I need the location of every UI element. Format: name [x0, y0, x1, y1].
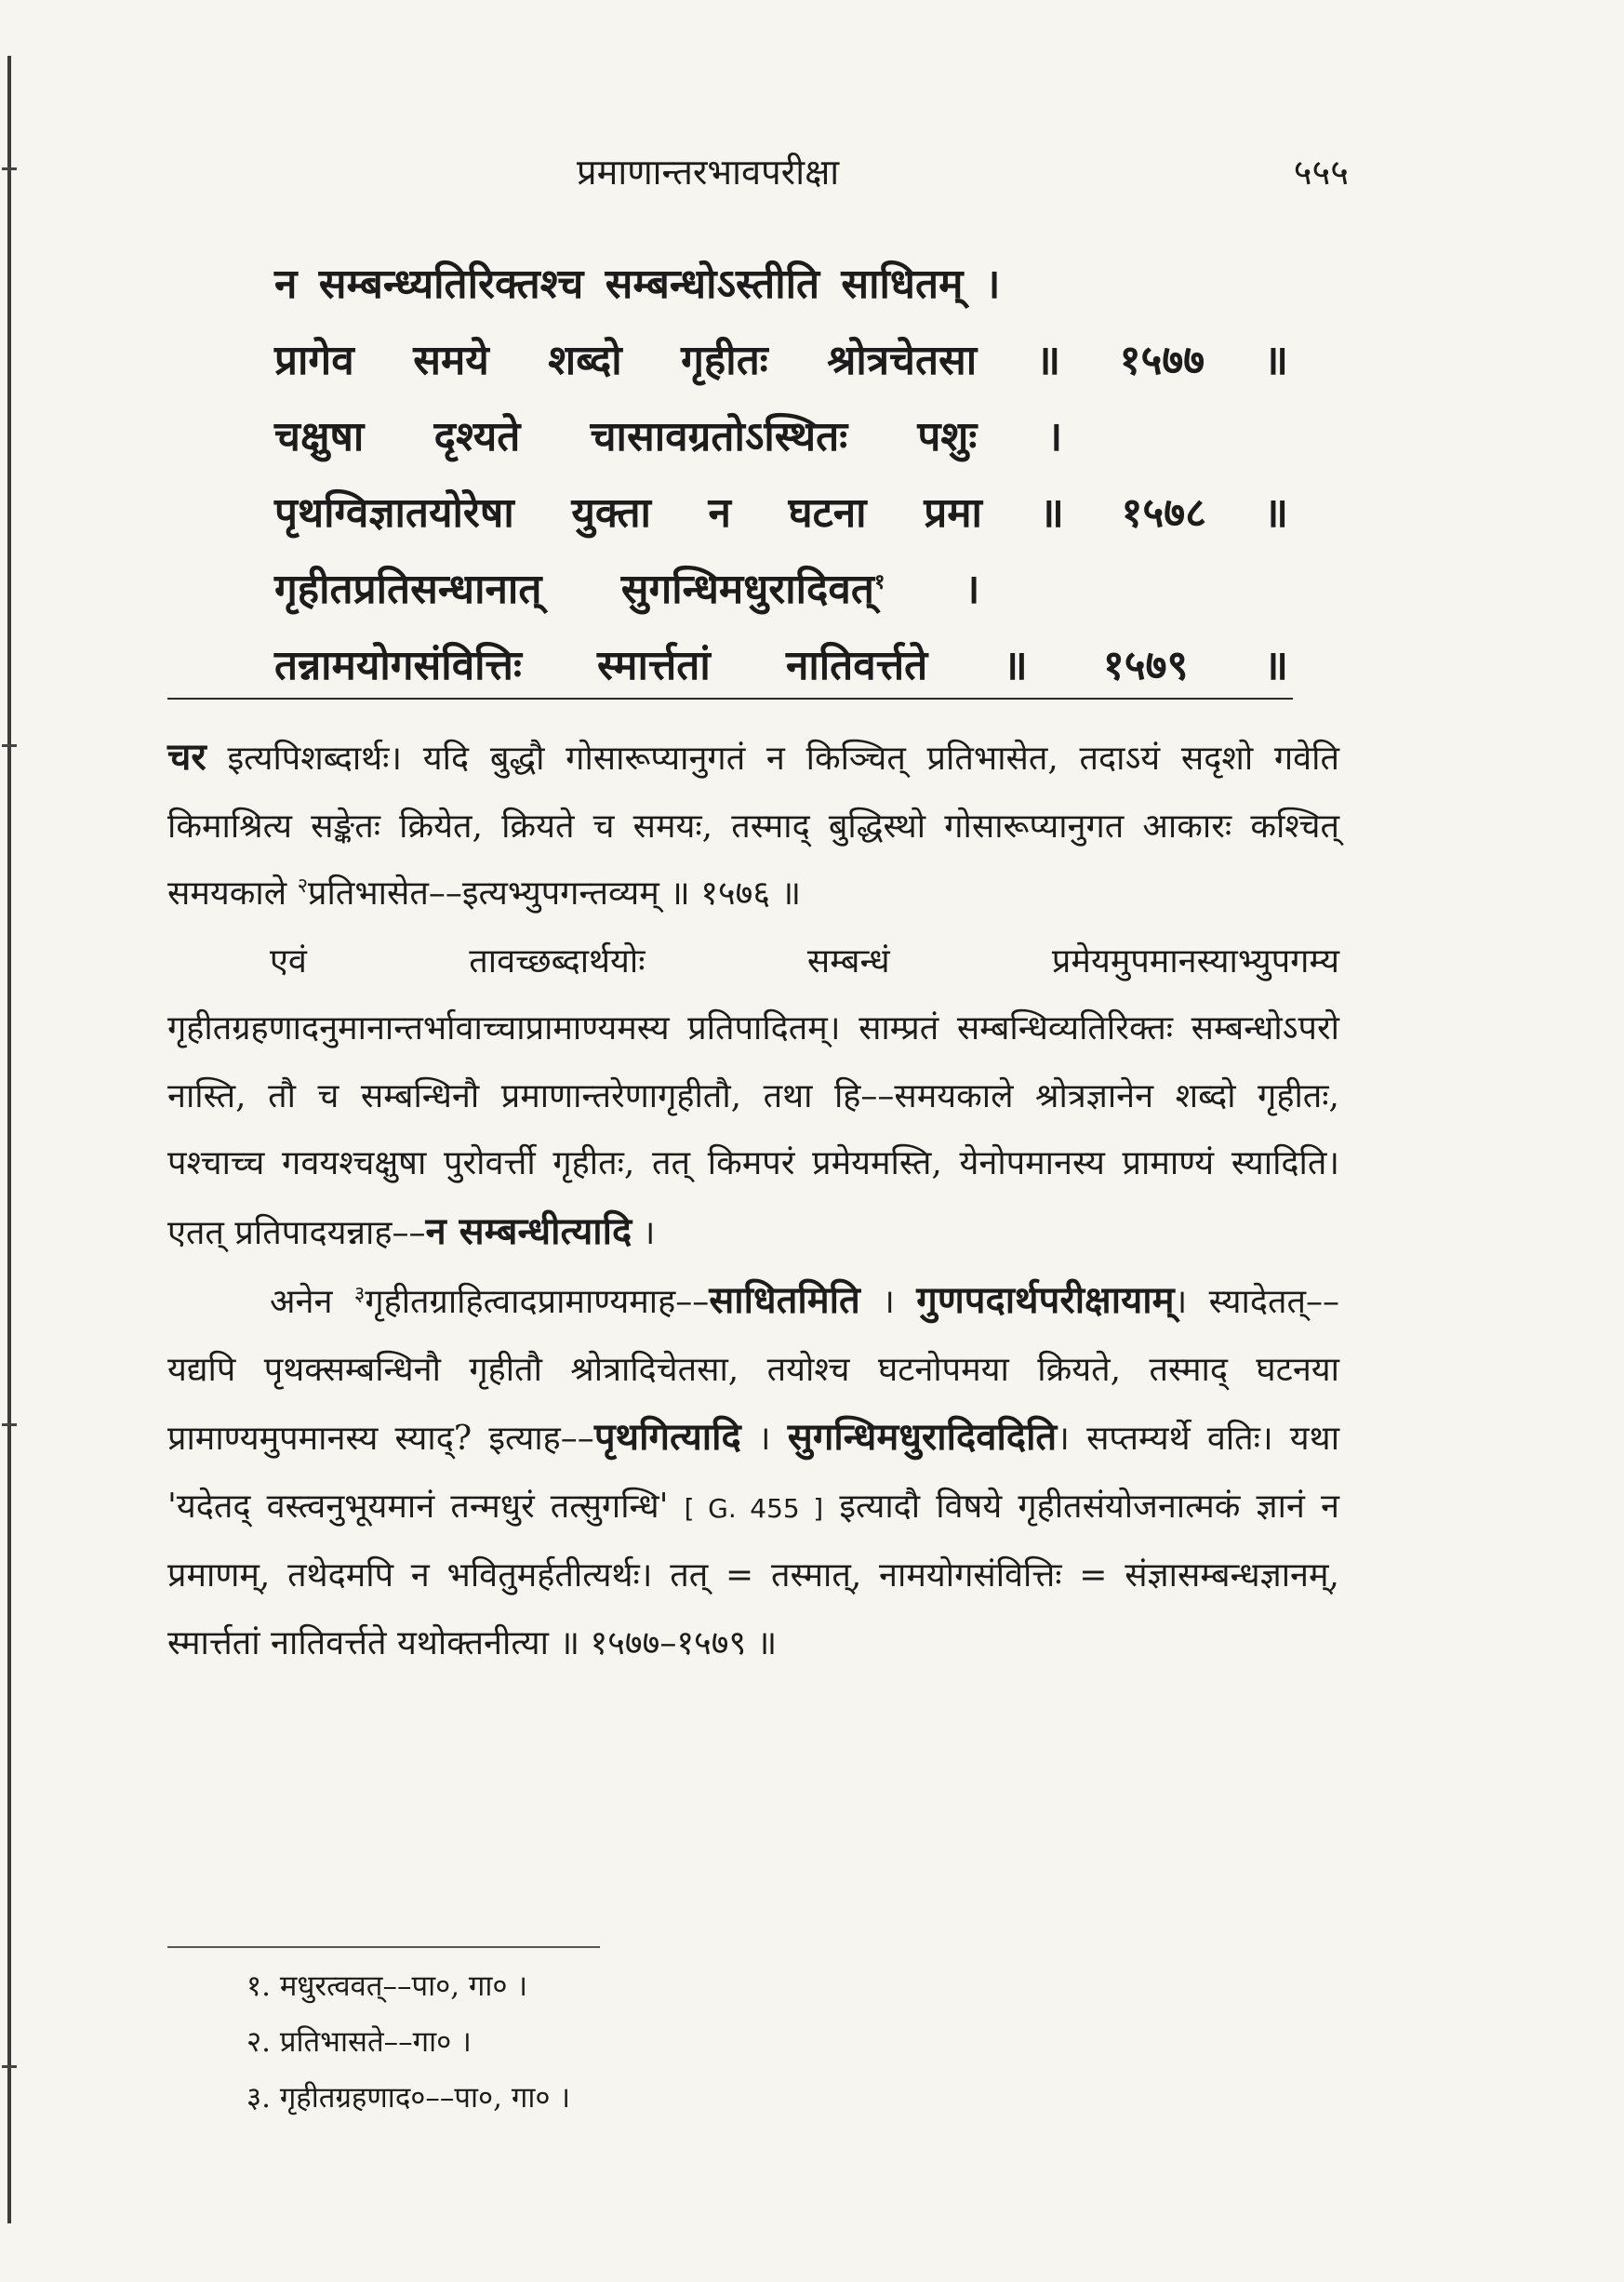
verse-line: [274, 552, 1288, 628]
page-header: [167, 140, 1349, 195]
paragraph-text: इत्यपिशब्दार्थः। यदि बुद्धौ गोसारूप्यानुगतं न किञ्चित् प्रतिभासेत, तदाऽयं सदृशो गवेति किमाश्रित्य सङ्केतः क्रियेत, क्रियते च समयः, तस्माद् बुद्धिस्थो गोसारूप्यानुगत आकारः कश्चित् समयकाले: [167, 740, 1339, 913]
verse-line: न सम्बन्ध्यतिरिक्तश्च सम्बन्धोऽस्तीति साधितम् ।: [274, 260, 1001, 308]
paragraph-text: ।: [632, 1213, 656, 1252]
paragraph-text: एवं तावच्छब्दार्थयोः सम्बन्धं प्रमेयमुपमानस्याभ्युपगम्य गृहीतग्रहणादनुमानान्तर्भावाच्चाप्रामाण्यमस्य प्रतिपादितम्। साम्प्रतं सम्बन्धिव्यतिरिक्तः सम्बन्धोऽपरो नास्ति, तौ च सम्बन्धिनौ प्रमाणान्तरेणागृहीतौ, तथा हि––समयकाले श्रोत्रज्ञानेन शब्दो गृहीतः, पश्चाच्च गवयश्चक्षुषा पुरोवर्त्ती गृहीतः, तत् किमपरं प्रमेयमस्ति, येनोपमानस्य प्रामाण्यं स्यादिति। एतत् प्रतिपादयन्नाह––: [167, 941, 1339, 1252]
verse-text: गृहीतप्रतिसन्धानात् सुगन्धिमधुरादिवत्: [274, 566, 874, 613]
paragraph-text: ।: [740, 1420, 788, 1458]
verse-line: तन्नामयोगसंवित्तिः स्मार्त्ततां नातिवर्त्तते ॥ १५७९ ॥: [274, 642, 1288, 689]
commentary-paragraph: [167, 1267, 1339, 1677]
paragraph-text: । सप्तम्यर्थे वतिः। यथा 'यदेतद् वस्त्वनुभूयमानं तन्मधुरं तत्सुगन्धि': [167, 1420, 1340, 1526]
binding-mark: [2, 744, 17, 747]
paragraph-text: गृहीतग्राहित्वादप्रामाण्यमाह––: [365, 1283, 710, 1321]
verse-block: [274, 247, 1288, 704]
bold-term: सुगन्धिमधुरादिवदिति: [787, 1415, 1058, 1459]
footnote: २. प्रतिभासते––गा० ।: [246, 2025, 472, 2059]
bold-term: साधितमिति: [709, 1278, 860, 1322]
verse-line: चक्षुषा दृश्यते चासावग्रतोऽस्थितः पशुः ।: [274, 413, 1063, 460]
footnote-marker: २: [297, 874, 309, 898]
paragraph-text: अनेन: [270, 1283, 354, 1321]
footnote: ३. गृहीतग्रहणाद०––पा०, गा० ।: [246, 2081, 571, 2115]
commentary-paragraph: [167, 724, 1339, 928]
footnote-marker: १: [873, 569, 885, 594]
verse-line: पृथग्विज्ञातयोरेषा युक्ता न घटना प्रमा ॥ १५७८ ॥: [274, 489, 1288, 537]
footnotes: [246, 1958, 991, 2126]
bold-term: गुणपदार्थपरीक्षायाम्: [916, 1278, 1175, 1322]
book-page: [167, 0, 1349, 2282]
bold-term: न सम्बन्धीत्यादि: [425, 1208, 632, 1253]
bold-term: पृथगित्यादि: [593, 1415, 741, 1459]
bold-term: चर: [167, 735, 206, 779]
verse-line: प्रागेव समये शब्दो गृहीतः श्रोत्रचेतसा ॥ १५७७ ॥: [274, 337, 1288, 384]
danda: ।: [964, 566, 980, 613]
binding-edge: [7, 56, 11, 2223]
binding-mark: [2, 2065, 17, 2068]
commentary: [167, 724, 1339, 1677]
footnote: १. मधुरत्ववत्––पा०, गा० ।: [246, 1969, 528, 2003]
page-number: ५५५: [1293, 152, 1349, 193]
paragraph-text: प्रतिभासेत––इत्यभ्युपगन्तव्यम् ॥ १५७६ ॥: [308, 874, 802, 913]
binding-mark: [2, 167, 17, 170]
paragraph-text: ।: [859, 1283, 917, 1321]
citation-ref: [ G. 455 ]: [684, 1492, 824, 1524]
verse-divider: [167, 698, 1293, 700]
footnote-marker: ३: [353, 1283, 366, 1306]
paragraph-text: । स्यादेतत्––यद्यपि पृथक्सम्बन्धिनौ गृहीतौ श्रोत्रादिचेतसा, तयोश्च घटनोपमया क्रियते, तस्माद् घटनया प्रामाण्यमुपमानस्य स्याद्? इत्याह––: [167, 1283, 1339, 1458]
binding-mark: [2, 1423, 17, 1426]
running-title: प्रमाणान्तरभावपरीक्षा: [577, 152, 840, 193]
footnote-divider: [167, 1946, 600, 1948]
paragraph-text: इत्यादौ विषये गृहीतसंयोजनात्मकं ज्ञानं न प्रमाणम्, तथेदमपि न भवितुमर्हतीत्यर्थः। तत् = तस्मात्, नामयोगसंवित्तिः = संज्ञासम्बन्धज्ञानम्, स्मार्त्ततां नातिवर्त्तते यथोक्तनीत्या ॥ १५७७–१५७९ ॥: [167, 1487, 1339, 1662]
commentary-paragraph: [167, 928, 1339, 1268]
